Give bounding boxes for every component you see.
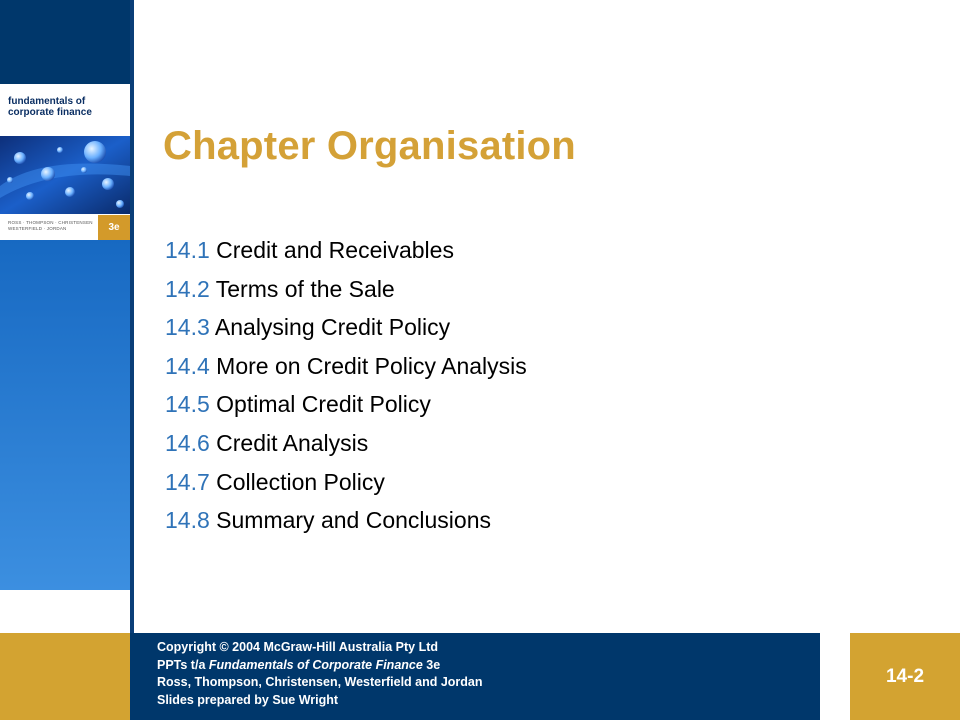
- footer-spacer: [820, 633, 850, 720]
- outline-item-text: More on Credit Policy Analysis: [216, 352, 527, 379]
- cover-title-line1: fundamentals of: [8, 96, 86, 107]
- outline-item: [165, 469, 527, 508]
- outline-item-number: 14.3: [165, 314, 210, 341]
- sidebar-divider: [130, 0, 134, 633]
- outline-item: [165, 430, 527, 469]
- footer-book-edition: 3e: [426, 657, 441, 672]
- outline-item-text: Credit and Receivables: [216, 237, 454, 263]
- outline-item: [165, 507, 527, 546]
- sidebar-blue-band: [0, 240, 130, 590]
- outline-item: [165, 314, 527, 353]
- outline-item: [165, 237, 527, 276]
- footer-credits: [157, 639, 483, 709]
- outline-item-number: 14.6: [165, 429, 210, 456]
- outline-item-number: 14.5: [165, 391, 210, 418]
- outline-item-number: 14.1: [165, 237, 210, 263]
- outline-item-text: Credit Analysis: [216, 429, 369, 456]
- outline-item: [165, 353, 527, 392]
- outline-item: [165, 391, 527, 430]
- outline-item-text: Analysing Credit Policy: [214, 314, 451, 341]
- sidebar-top-band: [0, 0, 130, 84]
- cover-edition-badge: 3e: [98, 215, 130, 240]
- chapter-outline-list: [165, 237, 527, 546]
- footer-copyright: Copyright © 2004 McGraw-Hill Australia Pty Ltd: [157, 640, 439, 654]
- book-cover-image: [0, 84, 130, 240]
- outline-item-text: Collection Policy: [216, 468, 385, 495]
- outline-item-text: Terms of the Sale: [215, 275, 395, 302]
- cover-authors-line2: WESTERFIELD · JORDAN: [8, 226, 67, 231]
- outline-item-text: Optimal Credit Policy: [216, 391, 431, 418]
- cover-title-line2: corporate finance: [8, 107, 92, 118]
- footer-book-title: Fundamentals of Corporate Finance: [208, 657, 423, 672]
- outline-item: [165, 276, 527, 315]
- footer-ppts-prefix: PPTs t/a: [157, 657, 206, 672]
- outline-item-text: Summary and Conclusions: [216, 507, 491, 534]
- water-droplets-art: [0, 136, 130, 214]
- outline-item-number: 14.4: [165, 352, 210, 379]
- outline-item-number: 14.7: [165, 468, 210, 495]
- cover-authors: [8, 220, 94, 232]
- footer-ppts-line: [157, 657, 483, 675]
- footer-authors: Ross, Thompson, Christensen, Westerfield and Jordan: [157, 675, 483, 689]
- slide-title: Chapter Organisation: [163, 124, 576, 168]
- outline-item-number: 14.8: [165, 507, 210, 534]
- footer-gold-block-left: [0, 633, 130, 720]
- footer-prepared-by: Slides prepared by Sue Wright: [157, 692, 339, 707]
- cover-title: [8, 96, 128, 118]
- outline-item-number: 14.2: [165, 275, 210, 302]
- slide-number: 14-2: [885, 666, 925, 687]
- sidebar-white-band: [0, 590, 130, 633]
- cover-authors-line1: ROSS · THOMPSON · CHRISTENSEN: [8, 220, 93, 225]
